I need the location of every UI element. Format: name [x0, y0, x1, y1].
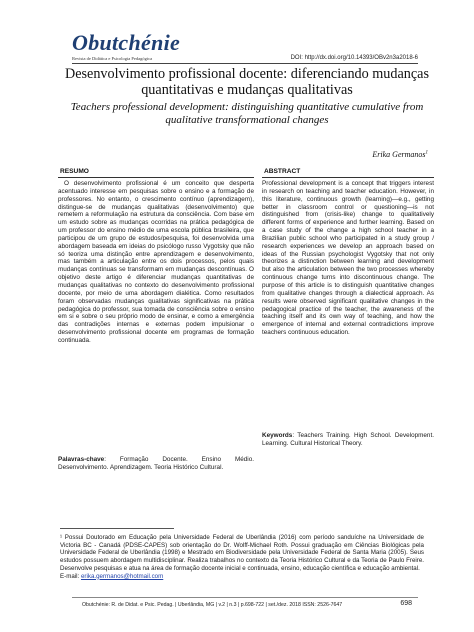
abstract-keywords-label: Keywords: [262, 432, 293, 439]
article-title-pt: Desenvolvimento profissional docente: diferenciando mudanças quantitativas e mudanças qualitativas: [64, 66, 430, 98]
author-footnote-marker[interactable]: 1: [425, 150, 428, 156]
resumo-heading: RESUMO: [60, 168, 89, 175]
footer-rule: [72, 597, 418, 598]
footnote-text: ¹ Possui Doutorado em Educação pela Universidade Federal de Uberlândia (2016) com período sanduíche na Universidade de Victoria BC - Canadá (PDSE-CAPES) sob orientação do Dr. Wolff-Michael Roth. Possui graduação em Ciências Biológicas pela Universidade Federal de Uberlândia (1998) e Mestrado em Biodiversidade pela Universidade Federal de Santa Maria (2005). Seus estudos possuem abordagem multidisciplinar. Realiza trabalhos no contexto da Teoria Histórico Cultural e da Teoria de Paulo Freire. Desenvolve pesquisas e atua na área de formação docente inicial e continuada, ensino, educação científica e educação ambiental.: [60, 534, 424, 572]
resumo-text: O desenvolvimento profissional é um conceito que desperta acentuado interesse em pesquisas sobre o ensino e a formação de professores. No entanto, o crescimento contínuo (aprendizagem), distingue-se de mudanças qualitativas (desenvolvimento) que remetem a reformulação na estrutura da consciência. Com base em um estudo sobre as mudanças ocorridas na prática pedagógica de um professor do ensino médio de uma escola pública brasileira, que participou de um grupo de estudos/pesquisa, foi desenvolvida uma abordagem baseada em ideias do psicólogo russo Vygotsky que não só teoriza uma distinção entre aprendizagem e desenvolvimento, mas também a articulação entre os dois processos, pelos quais mudanças contínuas se transformam em mudanças descontínuas. O objetivo deste artigo é diferenciar mudanças quantitativas de mudanças qualitativas no contexto do desenvolvimento profissional docente, por meio de uma abordagem dialética. Como resultados foram observadas mudanças qualitativas significativas na prática pedagógica do professor, sua tomada de consciência sobre o ensino em si e sobre o seu próprio modo de ensinar, e como a emergência das contradições internas e externas podem impulsionar o desenvolvimento profissional docente em programas de formação continuada.: [58, 180, 254, 344]
journal-subtitle: Revista de Didática e Psicologia Pedagógica: [72, 56, 153, 61]
article-title-en: Teachers professional development: distinguishing quantitative cumulative from qualitative transformational changes: [70, 101, 424, 126]
abstract-text: Professional development is a concept that triggers interest in research on teaching and teacher education. However, in this literature, continuous growth (learning)—e.g., getting better in classroom control or questioning—is not distinguished from (crisis-like) change to qualitatively different forms of experience and further learning. Based on a case study of the change a high school teacher in a Brazilian public school who participated in a study group / research experiences we develop an approach based on ideas of the Russian psychologist Vygotsky that not only theorizes a distinction between learning and development but also the articulation between the two processes whereby continuous change turns into discontinuous change. The purpose of this article is to distinguish quantitative changes from qualitative changes through a dialectical approach. As results were observed significant qualitative changes in the pedagogical practice of the teacher, the awareness of the teaching itself and its own way of teaching, and how the emergence of internal and external contradictions improve teachers continuous education.: [262, 180, 434, 337]
abstract-rule: [262, 177, 434, 178]
page-number: 698: [400, 600, 412, 607]
author-name: [372, 150, 428, 159]
footnote-email-label: E-mail:: [60, 572, 81, 580]
author-footnote: [60, 534, 424, 580]
resumo-rule: [58, 177, 254, 178]
footnote-separator: [60, 528, 174, 529]
journal-logo: Obutchénie: [72, 30, 181, 55]
footer-citation: Obutchénie: R. de Didat. e Psic. Pedag. | Uberlândia, MG | v.2 | n.3 | p.698-722 | set./dez. 2018 ISSN: 2526-7647: [82, 602, 343, 608]
abstract-keywords: [262, 432, 434, 448]
abstract-keywords-text: : Teachers Training. High School. Development. Learning. Cultural Historical Theory.: [262, 432, 434, 447]
header-rule: [72, 63, 418, 64]
resumo-keywords-label: Palavras-chave: [58, 456, 105, 463]
author-email-link[interactable]: erika.germanos@hotmail.com: [80, 572, 164, 580]
abstract-heading: ABSTRACT: [264, 168, 301, 175]
resumo-keywords: [58, 456, 254, 472]
author-name-text: Erika Germanos: [372, 150, 426, 159]
doi-link[interactable]: DOI: http://dx.doi.org/10.14393/OBv2n3a2018-6: [290, 55, 418, 61]
resumo-keywords-text: : Formação Docente. Ensino Médio. Desenvolvimento. Aprendizagem. Teoria Histórico Cultural.: [58, 456, 254, 471]
